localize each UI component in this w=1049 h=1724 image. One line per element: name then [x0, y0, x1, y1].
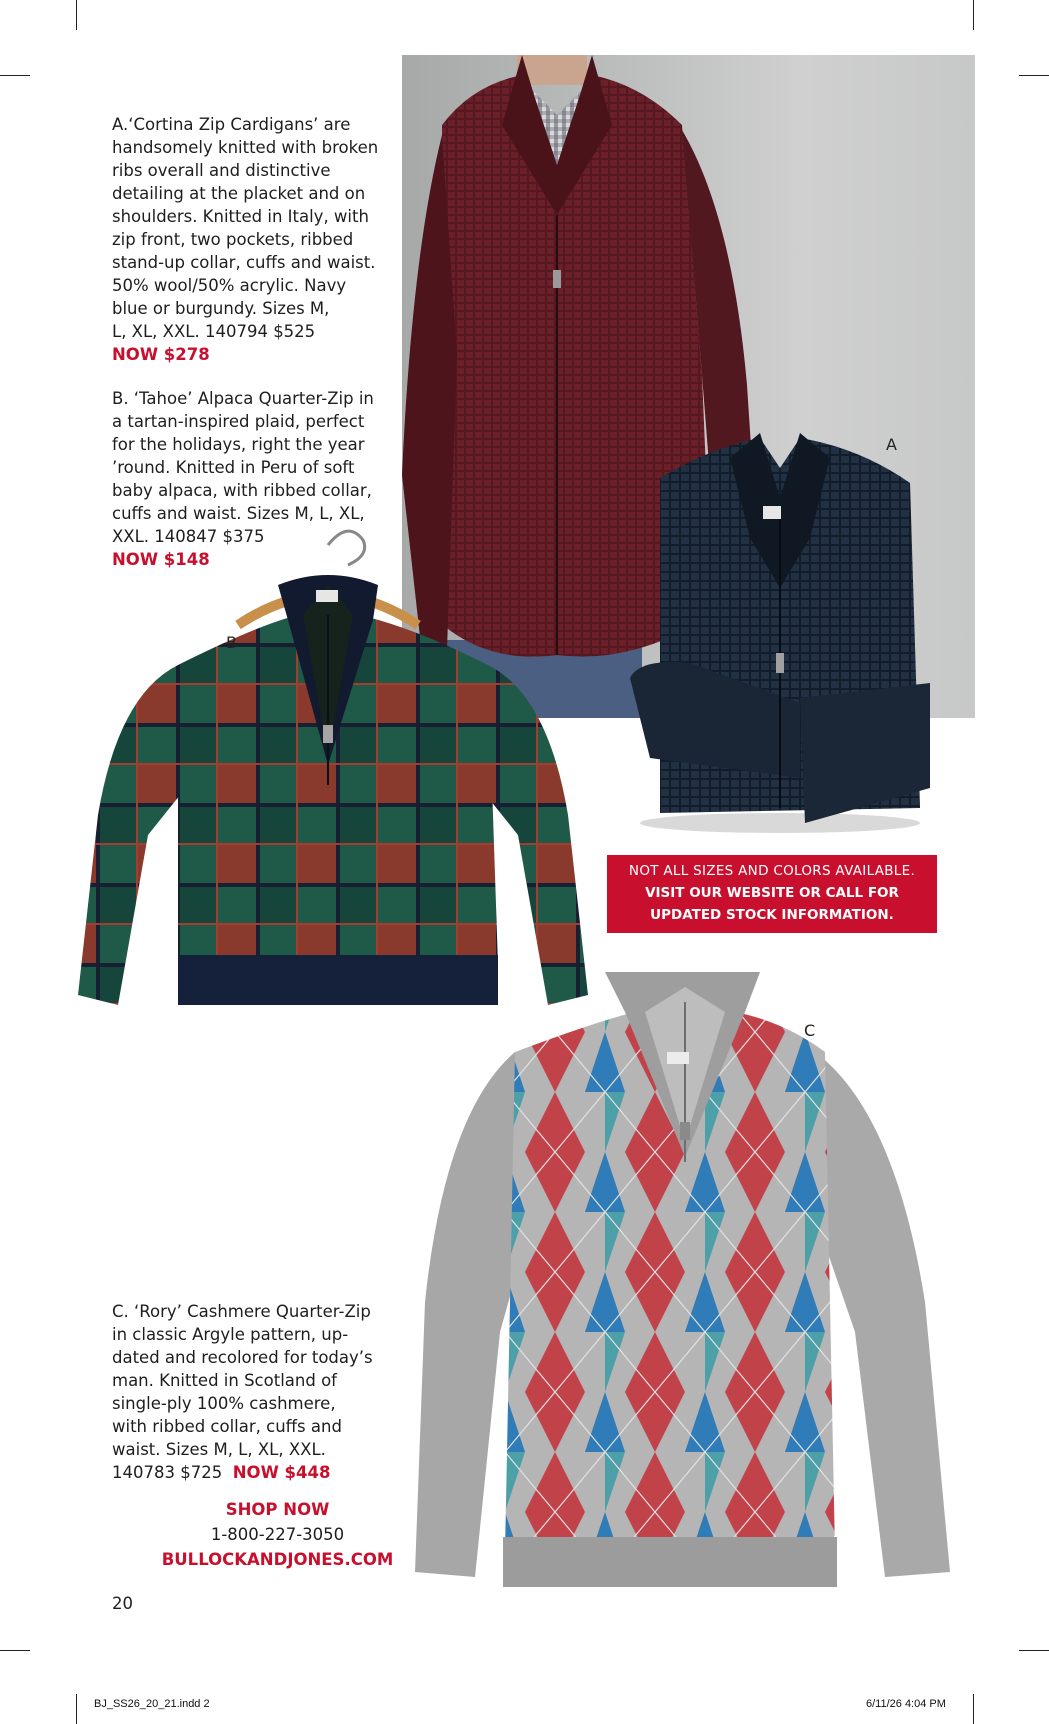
crop-mark: [973, 0, 974, 30]
desc-line: single-ply 100% cashmere,: [112, 1394, 336, 1413]
product-letter-b: B: [226, 633, 237, 652]
item-price: 140783 $725: [112, 1463, 223, 1482]
crop-mark: [0, 1650, 30, 1651]
desc-line: zip front, two pockets, ribbed: [112, 230, 354, 249]
notice-line: VISIT OUR WEBSITE OR CALL FOR: [645, 885, 899, 901]
desc-line: XXL. 140847 $375: [112, 527, 265, 546]
desc-line: in classic Argyle pattern, up-: [112, 1325, 349, 1344]
desc-line: L, XL, XXL. 140794 $525: [112, 322, 316, 341]
notice-line: NOT ALL SIZES AND COLORS AVAILABLE.: [628, 863, 916, 879]
desc-line: waist. Sizes M, L, XL, XXL.: [112, 1440, 326, 1459]
sale-price: NOW $448: [232, 1463, 331, 1482]
crop-mark: [0, 75, 30, 76]
desc-line: B. ‘Tahoe’ Alpaca Quarter-Zip in: [112, 389, 374, 408]
cardigan-a-navy-image: [630, 428, 930, 838]
desc-line: blue or burgundy. Sizes M,: [112, 299, 330, 318]
product-a-description: [112, 113, 378, 366]
shop-now-label[interactable]: SHOP NOW: [225, 1500, 330, 1519]
desc-line: shoulders. Knitted in Italy, with: [112, 207, 369, 226]
desc-line: A.‘Cortina Zip Cardigans’ are: [112, 115, 351, 134]
stock-notice: [607, 855, 937, 933]
phone-number[interactable]: 1-800-227-3050: [210, 1525, 345, 1544]
product-c-description: [112, 1300, 373, 1484]
desc-line: dated and recolored for today’s: [112, 1348, 373, 1367]
desc-line: stand-up collar, cuffs and waist.: [112, 253, 376, 272]
desc-line: detailing at the placket and on: [112, 184, 366, 203]
crop-mark: [1019, 1650, 1049, 1651]
desc-line: ’round. Knitted in Peru of soft: [112, 458, 355, 477]
desc-line: 50% wool/50% acrylic. Navy: [112, 276, 347, 295]
desc-line: a tartan-inspired plaid, perfect: [112, 412, 365, 431]
page-number: 20: [112, 1594, 133, 1613]
sale-price: NOW $278: [112, 345, 210, 364]
desc-line: baby alpaca, with ribbed collar,: [112, 481, 372, 500]
website-link[interactable]: BULLOCKANDJONES.COM: [161, 1550, 394, 1569]
crop-mark: [76, 1694, 77, 1724]
footer-file: BJ_SS26_20_21.indd 2: [94, 1698, 210, 1710]
quarter-zip-c-image: [405, 972, 975, 1602]
desc-line: [112, 1461, 373, 1484]
desc-line: cuffs and waist. Sizes M, L, XL,: [112, 504, 365, 523]
desc-line: for the holidays, right the year: [112, 435, 365, 454]
desc-line: with ribbed collar, cuffs and: [112, 1417, 342, 1436]
crop-mark: [1019, 75, 1049, 76]
quarter-zip-b-image: [58, 525, 598, 1045]
shop-now-block: [150, 1497, 405, 1572]
product-b-description: [112, 387, 374, 571]
footer-timestamp: 6/11/26 4:04 PM: [866, 1698, 946, 1710]
sale-price: NOW $148: [112, 550, 210, 569]
desc-line: C. ‘Rory’ Cashmere Quarter-Zip: [112, 1302, 371, 1321]
product-letter-a: A: [886, 435, 897, 454]
notice-line: UPDATED STOCK INFORMATION.: [650, 907, 894, 923]
desc-line: handsomely knitted with broken: [112, 138, 379, 157]
crop-mark: [973, 1694, 974, 1724]
product-letter-c: C: [804, 1021, 816, 1040]
crop-mark: [76, 0, 77, 30]
desc-line: ribs overall and distinctive: [112, 161, 331, 180]
desc-line: man. Knitted in Scotland of: [112, 1371, 337, 1390]
